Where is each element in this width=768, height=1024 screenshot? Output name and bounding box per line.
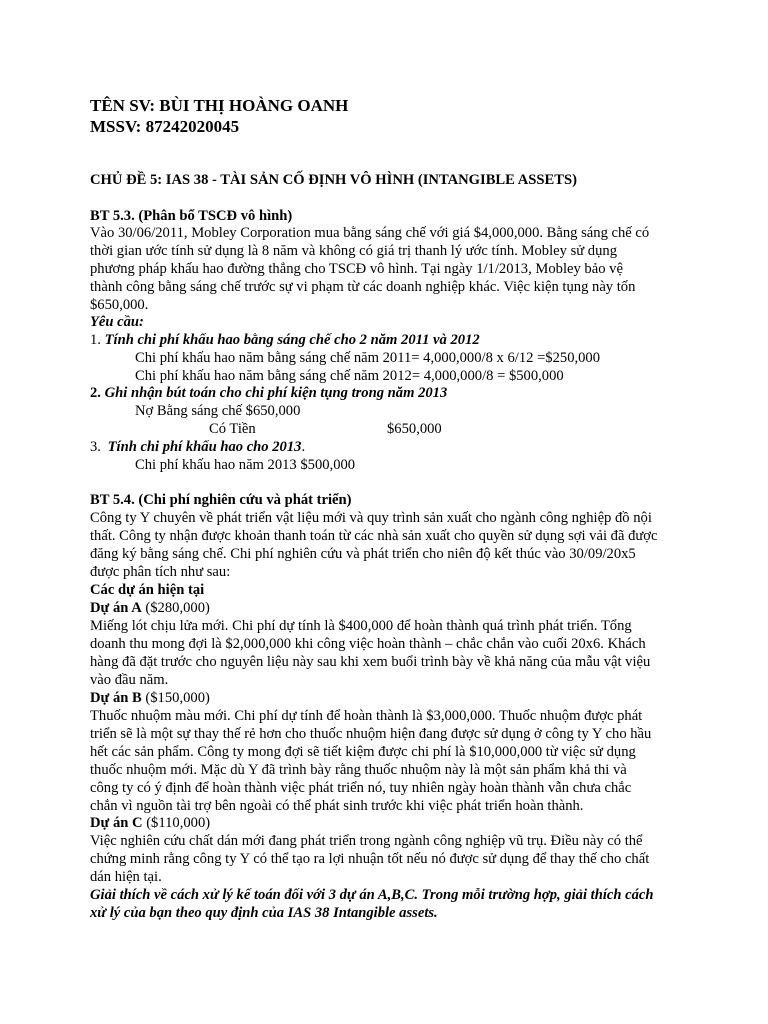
project-b-line: thuốc nhuộm mới. Mặc dù Y đã trình bày rằng thuốc nhuộm này là một sản phẩm khả thi và bbox=[90, 762, 627, 778]
project-a-name: Dự án A bbox=[90, 600, 142, 616]
final-question-line: xử lý của bạn theo quy định của IAS 38 Intangible assets. bbox=[90, 905, 438, 921]
project-b-line: hết các sản phẩm. Công ty mong đợi sẽ tiết kiệm được chi phí là $10,000,000 từ việc sử dụng bbox=[90, 744, 636, 760]
question-3 bbox=[90, 438, 305, 456]
bt53-para-line: Vào 30/06/2011, Mobley Corporation mua bằng sáng chế với giá $4,000,000. Bằng sáng chế có bbox=[90, 225, 650, 241]
bt53-para-line: phương pháp khấu hao đường thẳng cho TSCĐ vô hình. Tại ngày 1/1/2013, Mobley bảo vệ bbox=[90, 261, 623, 277]
question-2-text: Ghi nhận bút toán cho chi phí kiện tụng trong năm 2013 bbox=[104, 385, 448, 401]
bt53-para-line: thời gian ước tính sử dụng là 8 năm và không có giá trị thanh lý ước tính. Mobley sử dụng bbox=[90, 243, 617, 259]
question-2 bbox=[90, 384, 447, 402]
project-a-heading bbox=[90, 599, 210, 617]
requirements-label: Yêu cầu: bbox=[90, 314, 144, 330]
student-id: MSSV: 87242020045 bbox=[90, 117, 240, 136]
answer-1-line: Chi phí khấu hao năm bằng sáng chế năm 2012= 4,000,000/8 = $500,000 bbox=[135, 368, 564, 384]
project-b-name: Dự án B bbox=[90, 690, 142, 706]
bt54-intro-line: đăng ký bằng sáng chế. Chi phí nghiên cứu và phát triển cho niên độ kết thúc vào 30/09/20x5 bbox=[90, 546, 636, 562]
question-1-text: Tính chi phí khấu hao bằng sáng chế cho 2 năm 2011 và 2012 bbox=[104, 332, 480, 348]
project-c-heading bbox=[90, 814, 210, 832]
project-c-line: chứng minh rằng công ty Y có thể tạo ra lợi nhuận tốt nếu nó được sử dụng để thay thế cho chất bbox=[90, 851, 650, 867]
project-c-name: Dự án C bbox=[90, 815, 143, 831]
question-3-text: Tính chi phí khấu hao cho 2013 bbox=[107, 439, 302, 455]
journal-credit bbox=[209, 420, 459, 438]
bt54-intro-line: được phân tích như sau: bbox=[90, 564, 231, 580]
answer-1-line: Chi phí khấu hao năm bằng sáng chế năm 2011= 4,000,000/8 x 6/12 =$250,000 bbox=[135, 350, 601, 366]
bt54-intro-line: Công ty Y chuyên về phát triển vật liệu mới và quy trình sản xuất cho ngành công nghiệp đồ nội bbox=[90, 510, 652, 526]
student-name: TÊN SV: BÙI THỊ HOÀNG OANH bbox=[90, 96, 349, 115]
project-c-line: Việc nghiên cứu chất dán mới đang phát triển trong ngành công nghiệp vũ trụ. Điều này có thể bbox=[90, 833, 643, 849]
projects-heading: Các dự án hiện tại bbox=[90, 582, 205, 598]
answer-3: Chi phí khấu hao năm 2013 $500,000 bbox=[135, 457, 356, 473]
project-b-line: công ty có ý định để hoàn thành việc phát triển nó, tuy nhiên ngày hoàn thành vẫn chưa chắc bbox=[90, 780, 632, 796]
project-a-amount: ($280,000) bbox=[141, 600, 210, 616]
project-b-line: chắn vì nguồn tài trợ bên ngoài có thể phát sinh trước khi việc phát triển hoàn thành. bbox=[90, 798, 584, 814]
project-a-line: doanh thu mong đợi là $2,000,000 khi công việc hoàn thành – chắc chắn vào cuối 20x6. Khách bbox=[90, 636, 646, 652]
project-b-amount: ($150,000) bbox=[141, 690, 210, 706]
project-c-amount: ($110,000) bbox=[142, 815, 211, 831]
question-2-number: 2. bbox=[90, 385, 101, 401]
journal-credit-label: Có Tiền bbox=[209, 421, 256, 437]
journal-credit-amount: $650,000 bbox=[387, 421, 442, 437]
question-1-number: 1. bbox=[90, 332, 101, 348]
question-3-number: 3. bbox=[90, 439, 101, 455]
bt53-title: BT 5.3. (Phân bổ TSCĐ vô hình) bbox=[90, 208, 293, 224]
final-question-line: Giải thích về cách xử lý kế toán đối với 3 dự án A,B,C. Trong mỗi trường hợp, giải thích cách bbox=[90, 887, 654, 903]
topic-heading: CHỦ ĐỀ 5: IAS 38 - TÀI SẢN CỐ ĐỊNH VÔ HÌNH (INTANGIBLE ASSETS) bbox=[90, 172, 577, 188]
question-3-period: . bbox=[301, 439, 306, 455]
project-b-line: Thuốc nhuộm màu mới. Chi phí dự tính để hoàn thành là $3,000,000. Thuốc nhuộm được phát bbox=[90, 708, 643, 724]
bt54-title: BT 5.4. (Chi phí nghiên cứu và phát triển) bbox=[90, 492, 352, 508]
question-1 bbox=[90, 331, 480, 349]
bt53-para-line: $650,000. bbox=[90, 297, 149, 313]
bt54-intro-line: thất. Công ty nhận được khoản thanh toán từ các nhà sản xuất cho quyền sử dụng sợi vải đã được bbox=[90, 528, 658, 544]
project-a-line: hàng đã đặt trước cho nguyên liệu này sau khi xem buổi trình bày về khả năng của mẫu vật việu bbox=[90, 654, 651, 670]
bt53-para-line: thành công bằng sáng chế trước sự vi phạm từ các doanh nghiệp khác. Việc kiện tụng này tốn bbox=[90, 279, 636, 295]
journal-debit: Nợ Bằng sáng chế $650,000 bbox=[135, 403, 301, 419]
project-c-line: dán hiện tại. bbox=[90, 869, 162, 885]
project-a-line: Miếng lót chịu lửa mới. Chi phí dự tính là $400,000 để hoàn thành quá trình phát triển. Tổng bbox=[90, 618, 632, 634]
project-b-heading bbox=[90, 689, 210, 707]
project-b-line: triển sẽ là một sự thay thế rẻ hơn cho thuốc nhuộm hiện đang được sử dụng ở công ty Y cho hầu bbox=[90, 726, 652, 742]
project-a-line: vào đầu năm. bbox=[90, 672, 169, 688]
